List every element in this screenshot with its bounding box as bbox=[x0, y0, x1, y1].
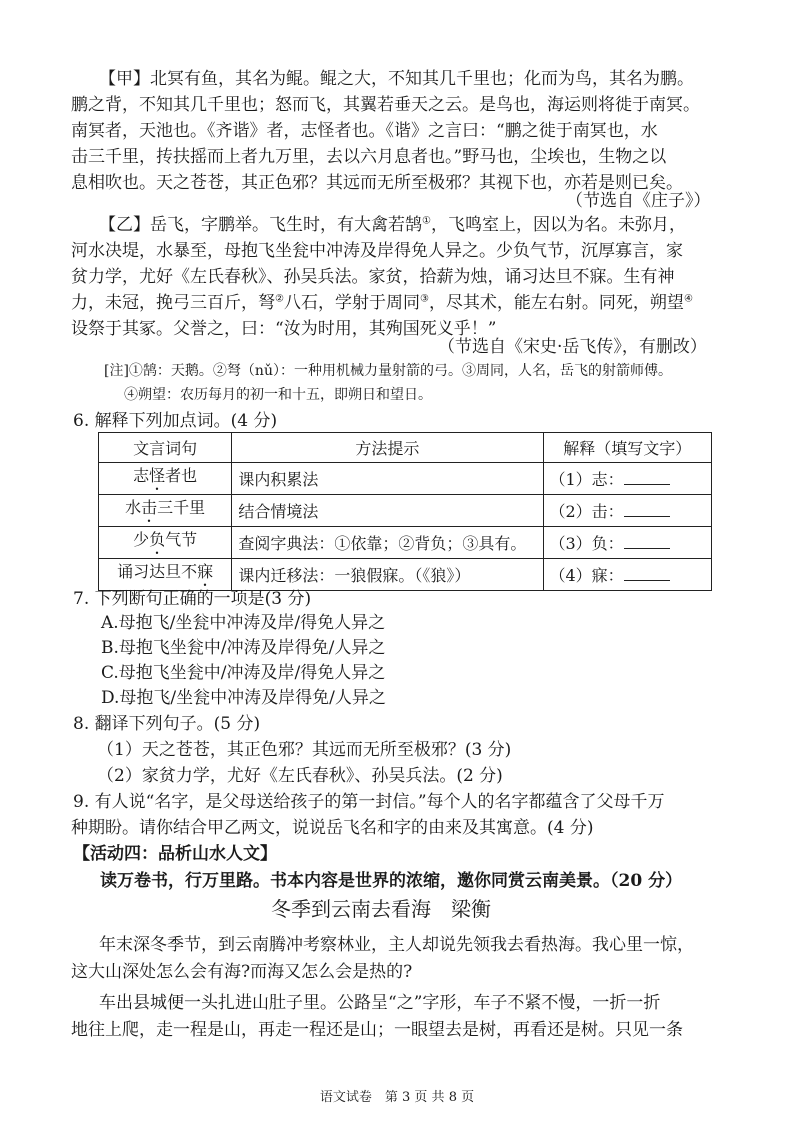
dotted-word: 怪 bbox=[149, 466, 166, 485]
method-cell: 课内迁移法：一狼假寐。（《狼》） bbox=[232, 559, 543, 591]
footnote-mark-1: ① bbox=[422, 215, 431, 227]
article-line-3: 车出县城便一头扎进山肚子里。公路呈“之”字形，车子不紧不慢，一折一折 bbox=[99, 993, 661, 1013]
q9-line-2: 种期盼。请你结合甲乙两文，说说岳飞名和字的由来及其寓意。(4 分) bbox=[71, 818, 594, 838]
answer-blank[interactable] bbox=[624, 566, 670, 581]
article-line-1: 年末深冬季节，到云南腾冲考察林业，主人却说先领我去看热海。我心里一惊， bbox=[99, 935, 694, 955]
article-line-4: 地往上爬，走一程是山，再走一程还是山；一眼望去是树，再看还是树。只见一条 bbox=[71, 1020, 683, 1040]
page-footer: 语文试卷 第 3 页 共 8 页 bbox=[319, 1090, 475, 1105]
yi-line-1-a: 【乙】岳飞，字鹏举。飞生时，有大禽若鹄 bbox=[99, 215, 422, 235]
jia-line-5: 息相吹也。天之苍苍，其正色邪？其远而无所至极邪？其视下也，亦若是则已矣。 bbox=[71, 173, 683, 193]
yi-line-2: 河水决堤，水暴至，母抱飞坐瓮中冲涛及岸得免人异之。少负气节，沉厚寡言，家 bbox=[71, 241, 683, 261]
activity-intro: 读万卷书，行万里路。书本内容是世界的浓缩，邀你同赏云南美景。（20 分） bbox=[100, 871, 683, 891]
article-title bbox=[271, 895, 491, 923]
dotted-word: 击 bbox=[141, 498, 158, 517]
phrase-cell: 志怪者也 bbox=[99, 463, 232, 495]
article-line-2: 这大山深处怎么会有海?而海又怎么会是热的? bbox=[71, 962, 413, 982]
yi-line-5: 设祭于其冢。父誉之，曰：“汝为时用，其殉国死义乎！” bbox=[71, 319, 497, 339]
answer-cell: （1）志： bbox=[543, 463, 712, 495]
q8-title: 8. 翻译下列句子。(5 分) bbox=[73, 714, 261, 734]
q7-option-a[interactable]: A.母抱飞/坐瓮中冲涛及岸/得免人异之 bbox=[101, 613, 386, 633]
table-header-row bbox=[99, 433, 712, 463]
yi-line-1 bbox=[99, 212, 686, 238]
footnote-mark-2: ② bbox=[275, 293, 284, 305]
answer-blank[interactable] bbox=[624, 534, 670, 549]
method-cell: 课内积累法 bbox=[232, 463, 543, 495]
header-method-hint: 方法提示 bbox=[232, 433, 543, 463]
dotted-word: 寐 bbox=[197, 562, 214, 581]
table-row bbox=[99, 495, 712, 527]
yi-line-3: 贫力学，尤好《左氏春秋》、孙吴兵法。家贫，拾薪为烛，诵习达旦不寐。生有神 bbox=[71, 267, 675, 287]
article-author: 梁衡 bbox=[451, 897, 491, 921]
q7-option-c[interactable]: C.母抱飞坐瓮中/冲涛及岸/得免人异之 bbox=[101, 663, 386, 683]
notes-line-1: [注]①鹄：天鹅。②弩（nǔ）：一种用机械力量射箭的弓。③周同，人名，岳飞的射箭师傅。 bbox=[104, 363, 672, 379]
jia-line-2: 鹏之背，不知其几千里也；怒而飞，其翼若垂天之云。是鸟也，海运则将徙于南冥。 bbox=[71, 95, 700, 115]
answer-cell: （4）寐： bbox=[543, 559, 712, 591]
yi-line-4-c: ，尽其术，能左右射。同死，朔望 bbox=[428, 293, 684, 313]
table-row bbox=[99, 527, 712, 559]
header-explanation: 解释（填写文字） bbox=[543, 433, 712, 463]
jia-line-4: 击三千里，抟扶摇而上者九万里，去以六月息者也。”野马也，尘埃也，生物之以 bbox=[71, 147, 667, 167]
answer-cell: （2）击： bbox=[543, 495, 712, 527]
footnote-mark-3: ③ bbox=[419, 293, 429, 305]
notes-line-2: ④朔望：农历每月的初一和十五，即朔日和望日。 bbox=[124, 387, 432, 403]
answer-blank[interactable] bbox=[624, 502, 670, 517]
method-cell: 查阅字典法：①依靠；②背负；③具有。 bbox=[232, 527, 543, 559]
q6-title: 6. 解释下列加点词。(4 分) bbox=[73, 411, 278, 431]
phrase-cell: 水击三千里 bbox=[99, 495, 232, 527]
yi-line-4 bbox=[71, 290, 693, 316]
dotted-word: 负 bbox=[149, 530, 166, 549]
q7-option-b[interactable]: B.母抱飞坐瓮中/冲涛及岸得免/人异之 bbox=[101, 638, 386, 658]
q8-item-2: （2）家贫力学，尤好《左氏春秋》、孙吴兵法。(2 分) bbox=[97, 766, 503, 786]
phrase-cell: 诵习达旦不寐 bbox=[99, 559, 232, 591]
jia-source: （节选自《庄子》） bbox=[566, 191, 711, 211]
header-classical-phrase: 文言词句 bbox=[99, 433, 232, 463]
yi-source: （节选自《宋史·岳飞传》，有删改） bbox=[438, 337, 707, 357]
phrase-cell: 少负气节 bbox=[99, 527, 232, 559]
yi-line-4-a: 力，未冠，挽弓三百斤，弩 bbox=[71, 293, 275, 313]
footnote-mark-4: ④ bbox=[683, 293, 693, 305]
activity-heading: 【活动四：品析山水人文】 bbox=[73, 844, 277, 864]
q7-title: 7. 下列断句正确的一项是(3 分) bbox=[73, 589, 312, 609]
q8-item-1: （1）天之苍苍，其正色邪？其远而无所至极邪？(3 分) bbox=[97, 740, 512, 760]
q7-option-d[interactable]: D.母抱飞/坐瓮中冲涛及岸得免/人异之 bbox=[101, 688, 386, 708]
jia-line-3: 南冥者，天池也。《齐谐》者，志怪者也。《谐》之言曰：“鹏之徙于南冥也，水 bbox=[71, 121, 658, 141]
yi-line-1-b: ，飞鸣室上，因以为名。未弥月， bbox=[430, 215, 686, 235]
q9-line-1: 9. 有人说“名字，是父母送给孩子的第一封信。”每个人的名字都蕴含了父母千万 bbox=[73, 792, 665, 812]
answer-blank[interactable] bbox=[624, 470, 670, 485]
method-cell: 结合情境法 bbox=[232, 495, 543, 527]
table-row bbox=[99, 463, 712, 495]
jia-line-1: 【甲】北冥有鱼，其名为鲲。鲲之大，不知其几千里也；化而为鸟，其名为鹏。 bbox=[99, 69, 694, 89]
answer-cell: （3）负： bbox=[543, 527, 712, 559]
article-title-text: 冬季到云南去看海 bbox=[271, 897, 431, 921]
yi-line-4-b: 八石，学射于周同 bbox=[283, 293, 420, 313]
q6-table bbox=[98, 432, 712, 591]
